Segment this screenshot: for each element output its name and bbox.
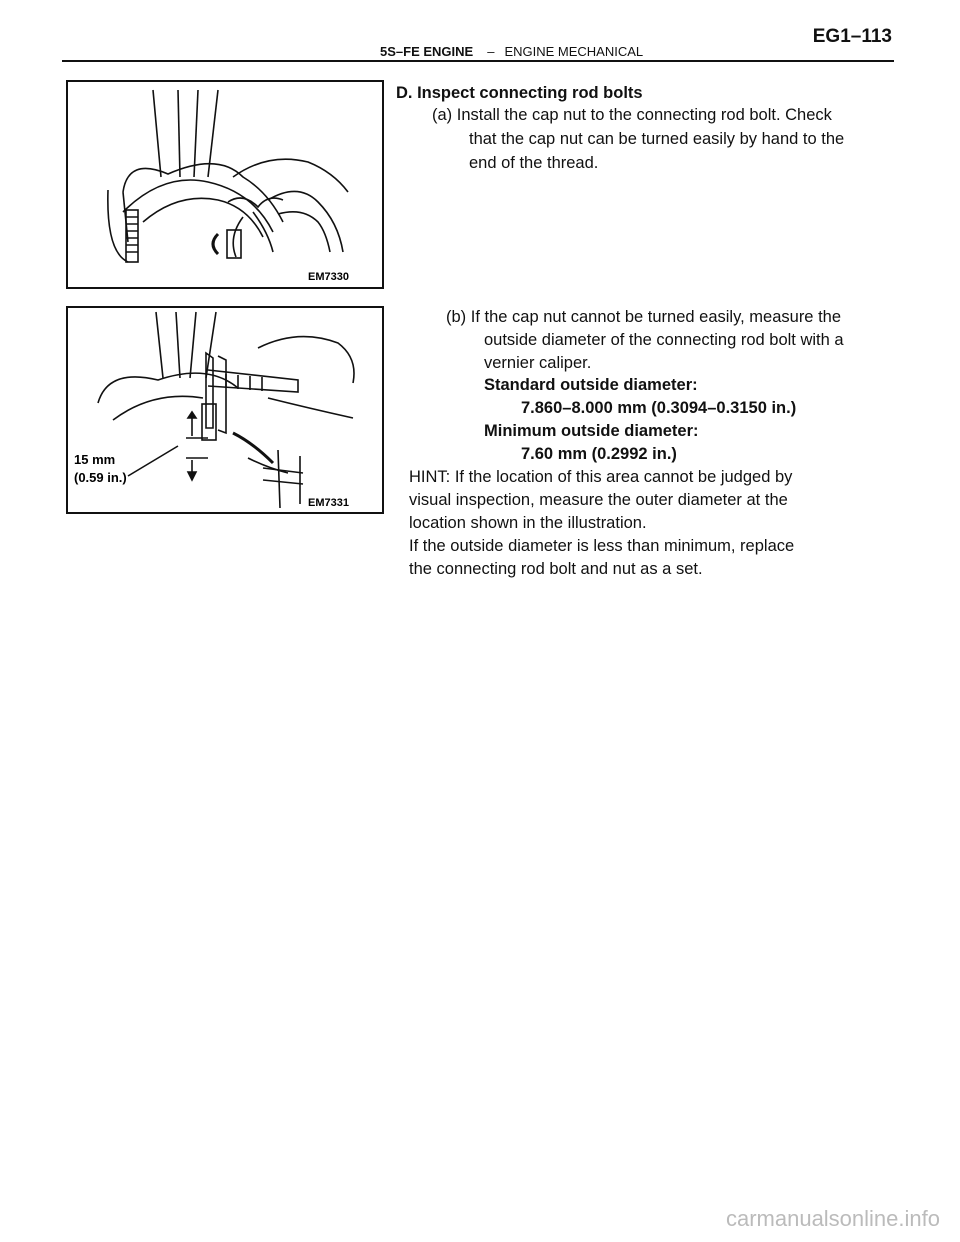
step-a-line-1: (a) Install the cap nut to the connecting rod bolt. Check (432, 106, 832, 124)
connecting-rod-illustration (68, 82, 382, 287)
standard-diameter-label: Standard outside diameter: (484, 376, 698, 394)
header-section-label (380, 44, 643, 59)
hint-line-5: the connecting rod bolt and nut as a set. (409, 560, 703, 578)
figure-code-1: EM7330 (308, 271, 349, 283)
hint-line-3: location shown in the illustration. (409, 514, 647, 532)
figure-cap-nut-check (66, 80, 384, 289)
step-b-line-3: vernier caliper. (484, 354, 592, 372)
section-heading: D. Inspect connecting rod bolts (396, 84, 643, 102)
step-b-line-1: (b) If the cap nut cannot be turned easily, measure the (446, 308, 842, 326)
hint-line-4: If the outside diameter is less than minimum, replace (409, 537, 795, 555)
header-rule (62, 60, 894, 62)
standard-diameter-value: 7.860–8.000 mm (0.3094–0.3150 in.) (521, 399, 797, 417)
header-section: 5S–FE ENGINE (380, 44, 474, 59)
step-a-line-2: that the cap nut can be turned easily by hand to the (469, 130, 845, 148)
step-b-line-2: outside diameter of the connecting rod bolt with a (484, 331, 844, 349)
figure-dim-in: (0.59 in.) (74, 470, 127, 485)
figure-code-2: EM7331 (308, 497, 349, 509)
hint-line-1: HINT: If the location of this area cannot be judged by (409, 468, 793, 486)
page-number: EG1–113 (812, 26, 892, 47)
minimum-diameter-label: Minimum outside diameter: (484, 422, 699, 440)
vernier-caliper-illustration (68, 308, 382, 512)
minimum-diameter-value: 7.60 mm (0.2992 in.) (521, 445, 677, 463)
watermark-text: carmanualsonline.info (725, 1206, 940, 1231)
hint-line-2: visual inspection, measure the outer diameter at the (409, 491, 788, 509)
figure-vernier-measure (66, 306, 384, 514)
figure-dim-mm: 15 mm (74, 452, 116, 467)
header-subsection: ENGINE MECHANICAL (504, 44, 644, 59)
step-a-line-3: end of the thread. (469, 154, 599, 172)
header-separator: – (487, 44, 495, 59)
